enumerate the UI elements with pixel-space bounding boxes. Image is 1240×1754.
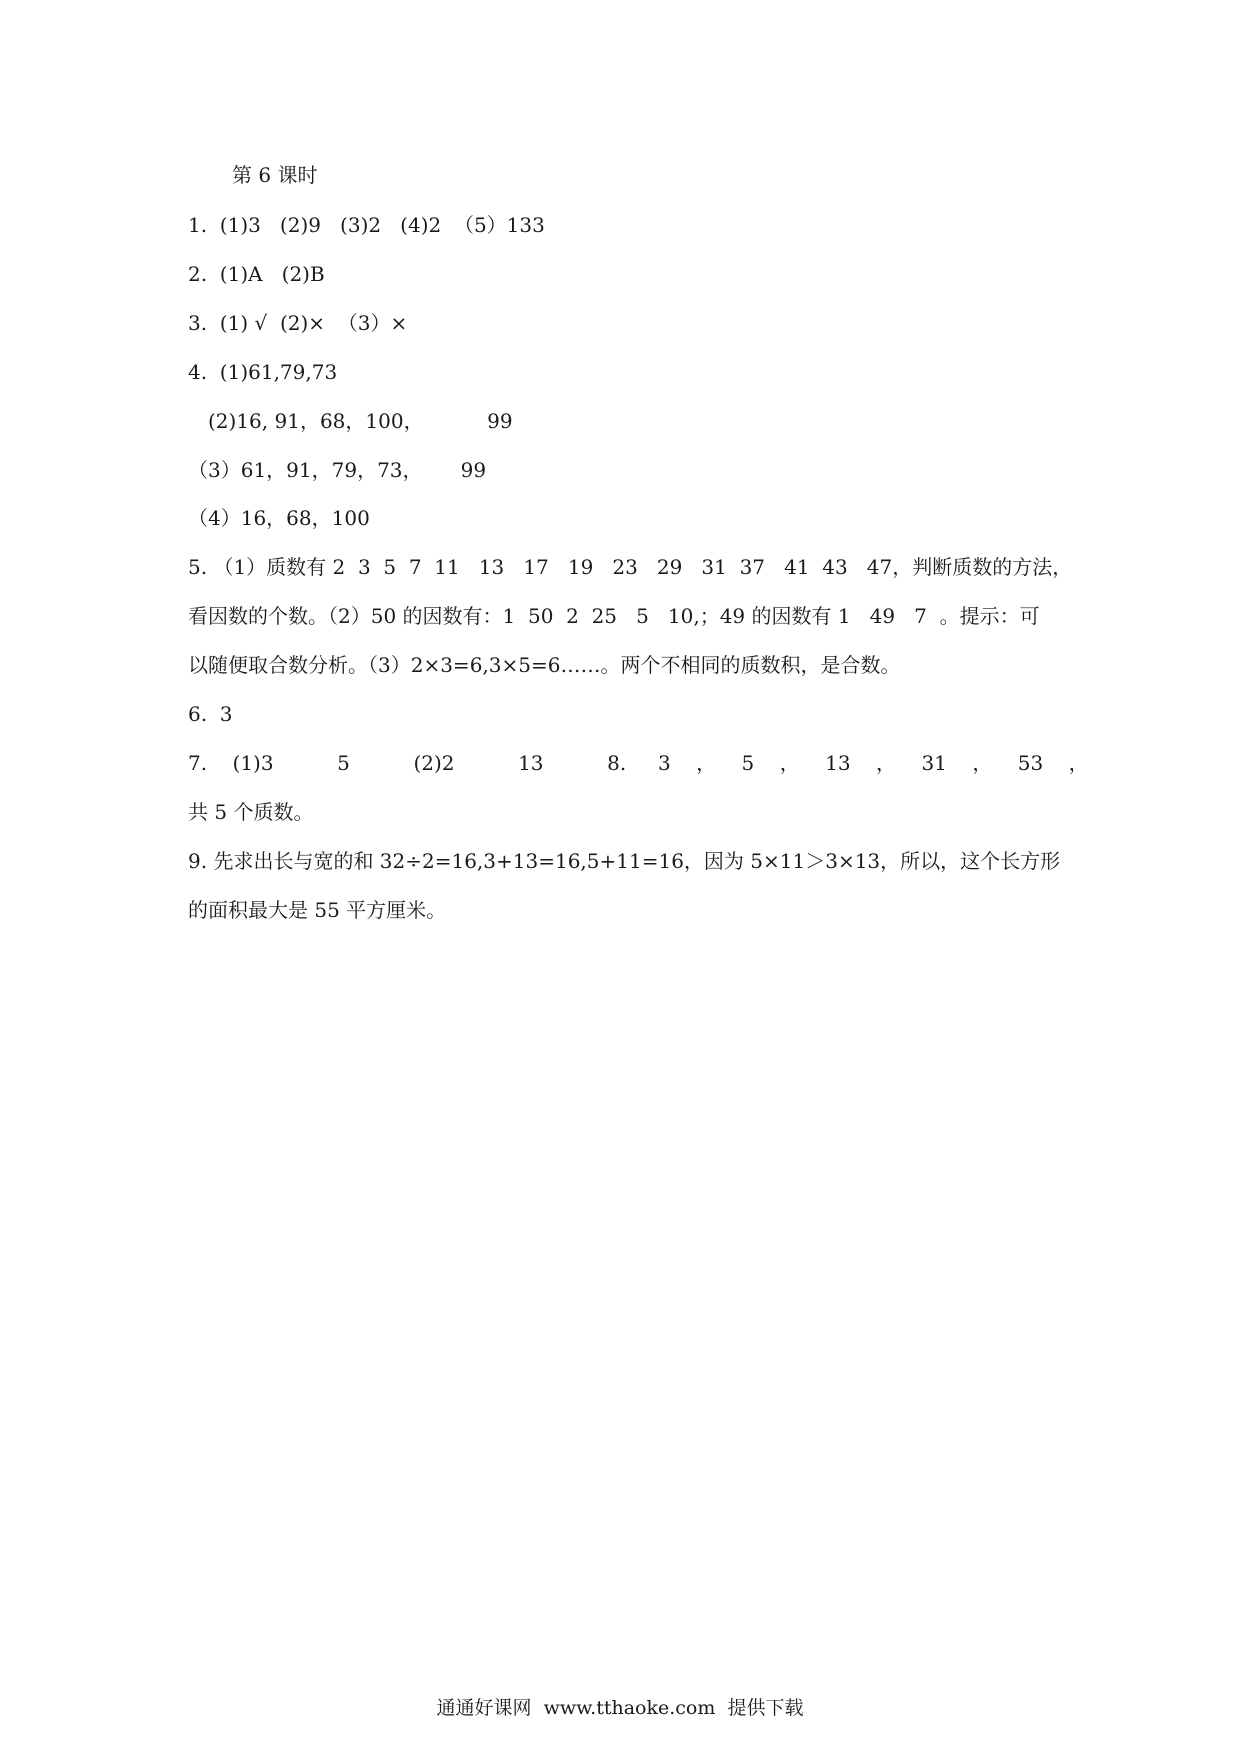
answer-4-part-3: （3）61，91，79，73， 99	[188, 458, 487, 482]
answer-9-line-1: 9. 先求出长与宽的和 32÷2=16,3+13=16,5+11=16，因为 5×11＞3×13，所以，这个长方形	[188, 849, 1061, 873]
answer-5-line-3: 以随便取合数分析。（3）2×3=6,3×5=6……。两个不相同的质数积，是合数。	[188, 653, 901, 677]
answer-5-line-2: 看因数的个数。（2）50 的因数有：1 50 2 25 5 10,；49 的因数有 1 49 7 。提示：可	[188, 604, 1040, 628]
answer-5-line-1: 5. （1）质数有 2 3 5 7 11 13 17 19 23 29 31 37 41 43 47，判断质数的方法，	[188, 555, 1073, 579]
answer-4-part-1: 4. (1)61,79,73	[188, 360, 338, 384]
page-footer: 通通好课网 www.tthaoke.com 提供下载	[436, 1697, 804, 1719]
answer-2: 2. (1)A (2)B	[188, 262, 325, 286]
section-title: 第 6 课时	[232, 163, 318, 187]
answer-6: 6. 3	[188, 702, 233, 726]
answer-4-part-4: （4）16，68，100	[188, 506, 370, 530]
answer-7-8-line-1: 7. (1)3 5 (2)2 13 8. 3 ， 5 ， 13 ， 31 ， 53 ，	[188, 751, 1089, 775]
answer-9-line-2: 的面积最大是 55 平方厘米。	[188, 898, 447, 922]
answer-4-part-2: (2)16, 91，68，100， 99	[208, 409, 513, 433]
answer-1: 1. (1)3 (2)9 (3)2 (4)2 （5）133	[188, 213, 545, 237]
answer-3: 3. (1) √ (2)× （3）×	[188, 311, 408, 335]
answer-8-line-2: 共 5 个质数。	[188, 800, 314, 824]
